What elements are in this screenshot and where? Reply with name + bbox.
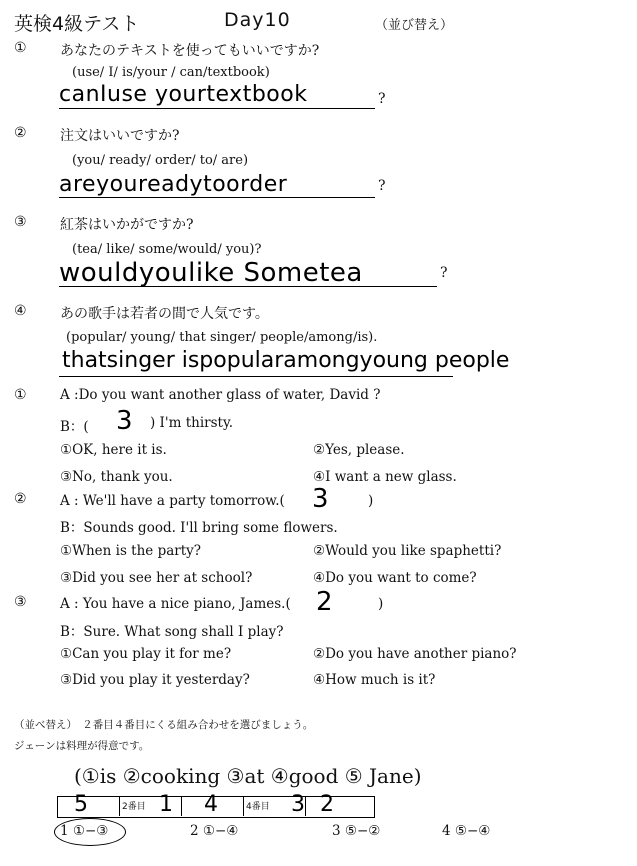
question-hint: (you/ ready/ order/ to/ are) bbox=[72, 153, 249, 168]
ordering-words: (①is ②cooking ③at ④good ⑤ Jane) bbox=[74, 764, 422, 788]
answer-line bbox=[59, 197, 375, 198]
dialog-line-b-prefix: B：( bbox=[60, 419, 89, 435]
answer-line bbox=[59, 376, 453, 377]
answer-cell-3: 4 bbox=[204, 792, 219, 817]
answer-cell-5: 2 bbox=[320, 792, 335, 817]
ordering-sentence-japanese: ジェーンは料理が得意です。 bbox=[14, 740, 150, 752]
option-4: ④I want a new glass. bbox=[313, 469, 457, 485]
option-1: ①When is the party? bbox=[60, 543, 202, 559]
option-1: ①Can you play it for me? bbox=[60, 646, 232, 662]
test-type: （並び替え） bbox=[375, 18, 454, 33]
ordering-instruction: （並べ替え） ２番目４番目にくる組み合わせを選びましょう。 bbox=[14, 719, 314, 731]
option-3: ③Did you play it yesterday? bbox=[60, 672, 250, 688]
selected-option-circle bbox=[54, 818, 126, 846]
answer-cell-1: 5 bbox=[74, 792, 89, 817]
dialog-line-b-suffix: ) I'm thirsty. bbox=[150, 415, 234, 431]
question-end-mark: ? bbox=[378, 178, 386, 194]
day-label: Day10 bbox=[224, 9, 291, 31]
question-number: ① bbox=[14, 40, 27, 56]
dialog-line-a: A : You have a nice piano, James.( bbox=[60, 596, 291, 612]
question-japanese: 紅茶はいかがですか? bbox=[60, 217, 194, 233]
dialog-line-a: A : We'll have a party tomorrow.( bbox=[60, 493, 285, 509]
answer-cell-4: 3 bbox=[291, 792, 306, 817]
question-number: ② bbox=[14, 125, 27, 141]
question-number: ④ bbox=[14, 303, 27, 319]
answer-cell-2: 1 bbox=[159, 792, 174, 817]
handwritten-choice: 3 bbox=[116, 406, 134, 436]
dialog-line-a-close: ) bbox=[378, 596, 384, 612]
question-hint: (tea/ like/ some/would/ you)? bbox=[72, 242, 262, 257]
handwritten-answer: areyoureadytoorder bbox=[59, 172, 288, 197]
option-3: ③Did you see her at school? bbox=[60, 570, 253, 586]
question-number: ③ bbox=[14, 214, 27, 230]
answer-line bbox=[59, 286, 437, 287]
answer-cell-1-frame bbox=[57, 796, 120, 816]
answer-line bbox=[59, 108, 375, 109]
handwritten-answer: canIuse yourtextbook bbox=[59, 82, 308, 107]
question-japanese: あなたのテキストを使ってもいいですか? bbox=[60, 43, 320, 59]
handwritten-answer: thatsinger ispopularamongyoung people bbox=[62, 348, 510, 373]
option-3: ③No, thank you. bbox=[60, 469, 173, 485]
dialog-line-a: A :Do you want another glass of water, David ? bbox=[60, 387, 381, 403]
question-number: ② bbox=[14, 491, 27, 507]
ordering-option-2: 2 ①−④ bbox=[190, 823, 239, 839]
handwritten-answer: wouldyoulike Sometea bbox=[59, 258, 363, 288]
question-number: ① bbox=[14, 387, 27, 403]
handwritten-choice: 2 bbox=[316, 587, 334, 617]
ordering-option-4: 4 ⑤−④ bbox=[442, 823, 491, 839]
question-end-mark: ? bbox=[378, 91, 386, 107]
question-number: ③ bbox=[14, 594, 27, 610]
option-2: ②Would you like spaphetti? bbox=[313, 543, 502, 559]
option-2: ②Yes, please. bbox=[313, 442, 405, 458]
fourth-position-label: 4番目 bbox=[246, 802, 270, 812]
option-4: ④How much is it? bbox=[313, 672, 436, 688]
question-hint: (use/ I/ is/your / can/textbook) bbox=[72, 65, 270, 80]
question-japanese: 注文はいいですか? bbox=[60, 128, 180, 144]
test-title: 英検4級テスト bbox=[14, 13, 140, 35]
option-4: ④Do you want to come? bbox=[313, 570, 477, 586]
handwritten-choice: 3 bbox=[312, 484, 330, 514]
question-hint: (popular/ young/ that singer/ people/among/is). bbox=[66, 330, 378, 345]
dialog-line-b: B：Sure. What song shall I play? bbox=[60, 624, 284, 640]
option-2: ②Do you have another piano? bbox=[313, 646, 517, 662]
dialog-line-b: B：Sounds good. I'll bring some flowers. bbox=[60, 520, 338, 536]
second-position-label: 2番目 bbox=[122, 802, 146, 812]
question-end-mark: ? bbox=[440, 265, 448, 281]
option-1: ①OK, here it is. bbox=[60, 442, 167, 458]
dialog-line-a-close: ) bbox=[368, 493, 374, 509]
ordering-option-1: 1 ①−③ bbox=[60, 823, 109, 839]
question-japanese: あの歌手は若者の間で人気です。 bbox=[60, 306, 269, 322]
ordering-option-3: 3 ⑤−② bbox=[332, 823, 381, 839]
